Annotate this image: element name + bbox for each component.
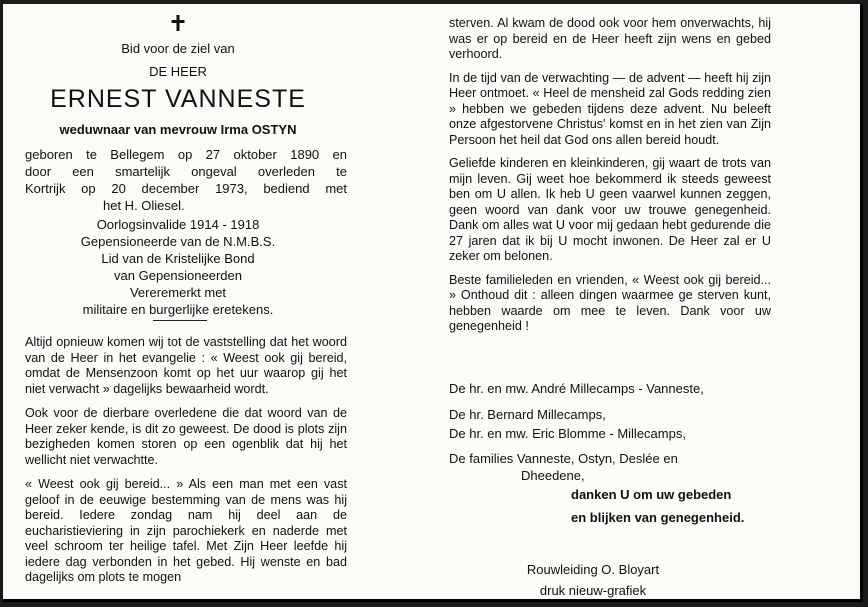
paragraph: Beste familieleden en vrienden, « Weest ook gij bereid... » Onthoud dit : alleen dingen waarmee ge sterven kunt, hebben waarde om mee te leven. Dank voor uw genegenheid ! [449,272,771,333]
birth-line: geboren te Bellegem op 27 oktober 1890 en [25,147,347,162]
paragraph: Altijd opnieuw komen wij tot de vaststelling dat het woord van de Heer in het evangelie : « Weest ook gij bereid, omdat de Mensenzoon komt op het uur waarop gij het niet verwacht » dagelijks bewaarheid wordt. [25,335,347,396]
family-line: De hr. en mw. Eric Blomme - Millecamps, [449,426,686,441]
honours-block [3,216,353,318]
honour-line: Vereremerkt met [129,285,227,300]
birth-block [25,146,347,214]
paragraph: In de tijd van de verwachting — de advent — heeft hij zijn Heer ontmoet. « Heel de mensheid zal Gods redding zien » hebben we gebeden tijdens deze advent. Nu beleeft onze afgestorvene Christus' komst en in het zien van Zijn Persoon het heil dat God ons allen bereid houdt. [449,70,771,147]
paragraph: Geliefde kinderen en kleinkinderen, gij waart de trots van mijn leven. Gij weet hoe bekommerd ik steeds geweest ben om U allen. Ik heb U geen vaarwel kunnen zeggen, geen woord van dank voor uw trouwe genegenheid. Dank om alles wat U voor mij gedaan hebt gedurende die 27 jaren dat ik bij U mocht inwonen. De Heer zal er U zeker om belonen. [449,156,771,263]
left-text [25,335,347,586]
family-line: De hr. Bernard Millecamps, [449,407,606,422]
paragraph: Ook voor de dierbare overledene die dat woord van de Heer zeker kende, is dit zo geweest. De dood is plots zijn bezigheden komen storen op een ogenblik dat hij het wellicht niet verwachtte. [25,406,347,467]
birth-line: door een smartelijk ongeval overleden te [25,164,347,179]
family-line: Dheedene, [521,468,585,483]
family-line: De families Vanneste, Ostyn, Deslée en [449,451,678,466]
left-panel [3,4,433,599]
deceased-name: ERNEST VANNESTE [50,85,306,113]
honour-line: militaire en burgerlijke eretekens. [82,302,274,317]
paragraph: « Weest ook gij bereid... » Als een man met een vast geloof in de eeuwige bestemming van de mens was hij bereid. Iedere zondag nam hij deel aan de eucharistieviering in zijn parochiekerk en naderde met veel schroom ter heilige tafel. Met Zijn Heer leefde hij iedere dag verbonden in het gebed. Hij wenste en bad dagelijks om plots te mogen [25,477,347,584]
prayer-line: Bid voor de ziel van [121,41,235,56]
family-line: De hr. en mw. André Millecamps - Vanneste, [449,381,704,396]
right-panel [433,4,863,599]
thanks-line: en blijken van genegenheid. [571,510,745,525]
right-text [449,16,771,335]
divider [153,320,207,321]
paragraph: sterven. Al kwam de dood ook voor hem onverwachts, hij was er op bereid en de Heer heeft zijn wens en gebed verhoord. [449,16,771,61]
title-line: DE HEER [149,64,207,79]
widower-line: weduwnaar van mevrouw Irma OSTYN [59,122,297,137]
honour-line: Gepensioneerde van de N.M.B.S. [80,234,276,249]
memorial-card [3,4,863,602]
honour-line: Lid van de Kristelijke Bond [101,251,255,266]
honour-line: Oorlogsinvalide 1914 - 1918 [96,217,260,232]
printer: druk nieuw-grafiek [539,583,647,598]
birth-line: Kortrijk op 20 december 1973, bediend met [25,181,347,196]
honour-line: van Gepensioneerden [114,268,242,283]
birth-line: het H. Oliesel. [103,198,185,213]
funeral-director: Rouwleiding O. Bloyart [526,562,660,577]
cross-icon [169,14,187,32]
thanks-line: danken U om uw gebeden [571,487,732,502]
